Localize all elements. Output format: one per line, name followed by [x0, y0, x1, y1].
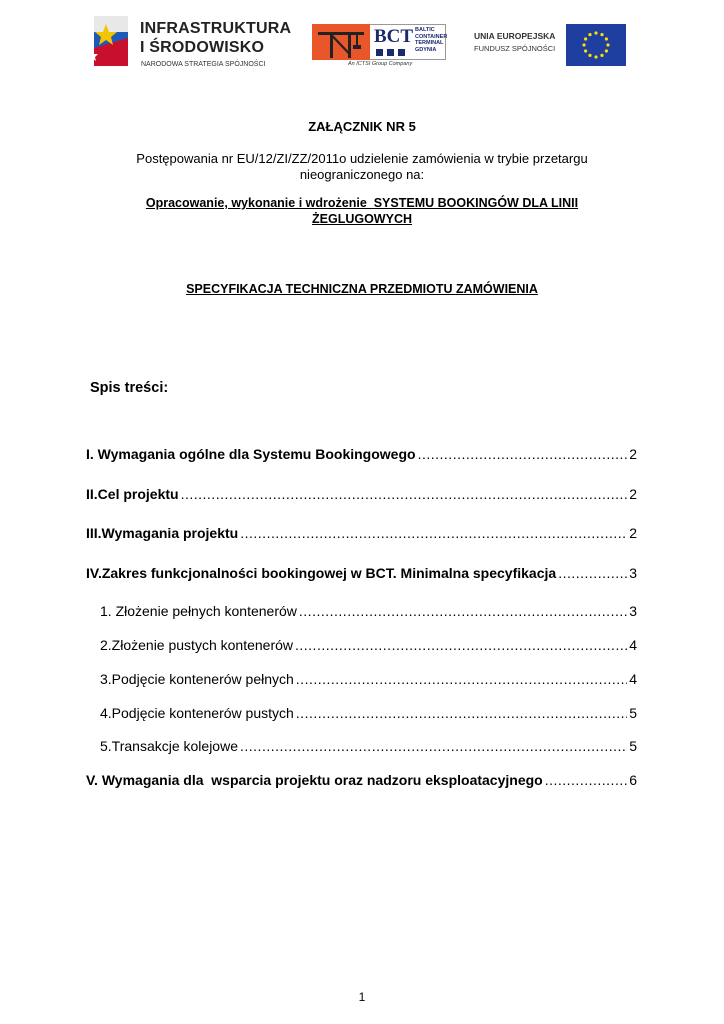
toc-entry-page: 2 — [629, 525, 637, 541]
bct-sub-line4: GDYNIA — [415, 46, 437, 53]
toc-entry-title: III.Wymagania projektu — [86, 525, 239, 541]
toc-entry-title: I. Wymagania ogólne dla Systemu Bookingowego — [86, 446, 416, 462]
page-number: 1 — [358, 990, 366, 1004]
toc-entry-page: 4 — [629, 637, 637, 653]
attachment-heading: ZAŁĄCZNIK NR 5 — [308, 119, 416, 134]
toc-entry-page: 5 — [629, 705, 637, 721]
toc-entry-title: 4.Podjęcie kontenerów pustych — [100, 705, 294, 721]
toc-entry-page: 5 — [629, 738, 637, 754]
toc-entry-title: 2.Złożenie pustych kontenerów — [100, 637, 293, 653]
toc-entry[interactable] — [100, 705, 637, 721]
toc-leader-dots — [558, 565, 627, 581]
eu-logo-line2: FUNDUSZ SPÓJNOŚCI — [474, 44, 556, 53]
infrastruktura-logo — [86, 12, 292, 74]
toc-entry[interactable] — [100, 671, 637, 687]
toc-entry-title: II.Cel projektu — [86, 486, 179, 502]
bct-square-icon — [376, 49, 383, 56]
star-flag-icon — [86, 14, 134, 70]
toc-entry-title: V. Wymagania dla wsparcia projektu oraz nadzoru eksploatacyjnego — [86, 772, 543, 788]
subject-line1: Opracowanie, wykonanie i wdrożenie SYSTEMU BOOKINGÓW DLA LINII — [145, 196, 579, 210]
toc-entry-page: 4 — [629, 671, 637, 687]
toc-entry-title: IV.Zakres funkcjonalności bookingowej w BCT. Minimalna specyfikacja — [86, 565, 557, 581]
toc-leader-dots — [240, 525, 627, 541]
crane-panel — [312, 24, 370, 60]
toc-entry-page: 2 — [629, 446, 637, 462]
toc-entry[interactable] — [86, 565, 637, 581]
toc-entry[interactable] — [86, 446, 637, 462]
toc-entry[interactable] — [86, 525, 637, 541]
toc-leader-dots — [299, 603, 627, 619]
logo-is-line2: I ŚRODOWISKO — [140, 39, 265, 56]
toc-entry-page: 3 — [629, 603, 637, 619]
toc-leader-dots — [295, 637, 627, 653]
toc-leader-dots — [545, 772, 628, 788]
eu-flag-icon — [566, 24, 626, 66]
toc-entry-title: 3.Podjęcie kontenerów pełnych — [100, 671, 294, 687]
subject-title — [0, 195, 724, 227]
toc-entry-page: 6 — [629, 772, 637, 788]
eu-logo — [474, 24, 626, 66]
toc-leader-dots — [181, 486, 628, 502]
bct-square-icon — [398, 49, 405, 56]
proceedings-line1: Postępowania nr EU/12/ZI/ZZ/2011o udzielenie zamówienia w trybie przetargu — [136, 151, 588, 166]
bct-wordmark: BCT — [374, 26, 414, 47]
bct-sub-line1: BALTIC — [415, 27, 435, 33]
toc-leader-dots — [418, 446, 628, 462]
proceedings-line2: nieograniczonego na: — [299, 167, 425, 182]
bct-logo — [312, 24, 446, 70]
bct-square-icon — [387, 49, 394, 56]
subject-line2: ŻEGLUGOWYCH — [312, 212, 412, 226]
toc-leader-dots — [296, 671, 627, 687]
logo-is-line1: INFRASTRUKTURA — [140, 20, 292, 37]
proceedings-text — [0, 151, 724, 183]
eu-logo-line1: UNIA EUROPEJSKA — [474, 31, 556, 41]
toc-entry-title: 5.Transakcje kolejowe — [100, 738, 238, 754]
toc-entry-title: 1. Złożenie pełnych kontenerów — [100, 603, 297, 619]
toc-entry[interactable] — [86, 772, 637, 788]
specification-title: SPECYFIKACJA TECHNICZNA PRZEDMIOTU ZAMÓWIENIA — [186, 282, 538, 296]
toc-entry-page: 2 — [629, 486, 637, 502]
toc-entry[interactable] — [86, 486, 637, 502]
toc-heading: Spis treści: — [90, 380, 169, 396]
crane-icon — [312, 24, 370, 60]
logo-is-line3: NARODOWA STRATEGIA SPÓJNOŚCI — [141, 61, 266, 68]
toc-leader-dots — [240, 738, 627, 754]
toc-entry[interactable] — [100, 738, 637, 754]
toc-entry[interactable] — [100, 637, 637, 653]
bct-subtitle — [415, 27, 447, 53]
bct-tagline: An ICTSI Group Company — [348, 61, 413, 67]
toc-entry-page: 3 — [629, 565, 637, 581]
bct-sub-line2: CONTAINER — [415, 33, 448, 40]
toc-leader-dots — [296, 705, 627, 721]
toc-entry[interactable] — [100, 603, 637, 619]
bct-sub-line3: TERMINAL — [415, 40, 444, 46]
